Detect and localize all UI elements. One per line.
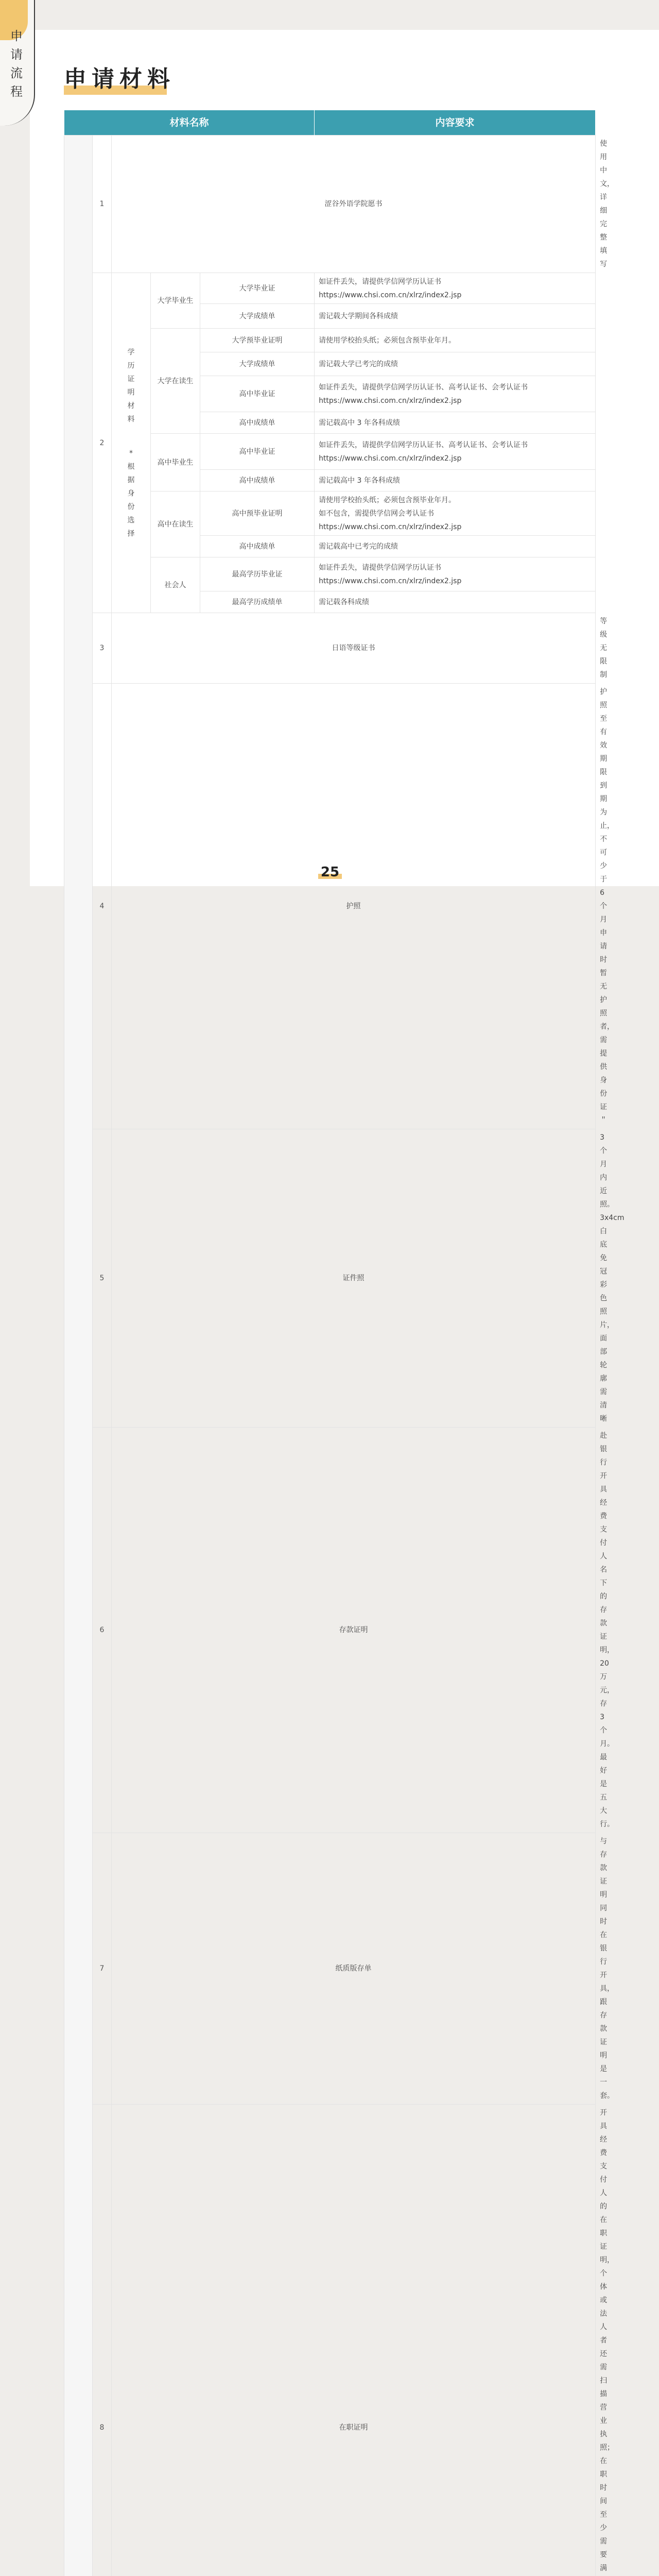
table-row [64, 135, 596, 273]
requirement: 如证件丢失，请提供学信网学历认证书 https://www.chsi.com.cn/xlrz/index2.jsp [315, 557, 596, 591]
row-number: 1 [93, 135, 112, 273]
subgroup-label: 大学毕业生 [151, 273, 200, 329]
requirement: 如证件丢失，请提供学信网学历认证书、高考认证书、会考认证书 https://www.chsi.com.cn/xlrz/index2.jsp [315, 376, 596, 412]
requirement: 请使用学校抬头纸；必须包含预毕业年月。 [315, 329, 596, 352]
heading-block [64, 65, 175, 94]
requirement: 需记载高中已考完的成绩 [315, 536, 596, 557]
material-name: 大学预毕业证明 [200, 329, 315, 352]
page-number-block [316, 863, 344, 881]
table-row: 7 纸质版存单 与存款证明同时在银行开具，跟存款证明是一套。 [64, 1833, 596, 2105]
requirement: 请使用学校抬头纸；必须包含预毕业年月。 如不包含，需提供学信网会考认证书 https://www.chsi.com.cn/xlrz/index2.jsp [315, 492, 596, 536]
material-name: 护照 [112, 684, 596, 1129]
row-number: 5 [93, 1129, 112, 1428]
requirement: 需记载高中 3 年各科成绩 [315, 412, 596, 434]
material-name: 高中毕业证 [200, 434, 315, 470]
requirement: 如证件丢失，请提供学信网学历认证书 https://www.chsi.com.cn/xlrz/index2.jsp [315, 273, 596, 304]
row-number: 3 [93, 613, 112, 684]
header-material-name: 材料名称 [64, 110, 315, 135]
row-number: 8 [93, 2105, 112, 2576]
table-row: 6 存款证明 赴银行开具经费支付人名下的存款证明，20 万元，存 3 个月。 最好是五大行。 [64, 1428, 596, 1833]
requirement: 需记载大学期间各科成绩 [315, 304, 596, 329]
requirement: 如证件丢失，请提供学信网学历认证书、高考认证书、会考认证书 https://www.chsi.com.cn/xlrz/index2.jsp [315, 434, 596, 470]
requirement: 需记载各科成绩 [315, 591, 596, 613]
page-number: 25 [316, 863, 344, 881]
material-name: 高中成绩单 [200, 470, 315, 492]
table-row [64, 273, 596, 304]
requirement: 需记载大学已考完的成绩 [315, 352, 596, 376]
material-name: 日语等级证书 [112, 613, 596, 684]
material-name: 高中成绩单 [200, 536, 315, 557]
table-row [64, 613, 596, 684]
material-name: 在职证明 [112, 2105, 596, 2576]
row-number: 7 [93, 1833, 112, 2105]
row-number: 4 [93, 684, 112, 1129]
material-name: 高中毕业证 [200, 376, 315, 412]
table-header-row [64, 110, 596, 135]
material-name: 高中预毕业证明 [200, 492, 315, 536]
table-row: 5 证件照 3 个月内近照。3x4cm 白底免冠彩色照片，面部轮廓需清晰 [64, 1129, 596, 1428]
material-name: 大学成绩单 [200, 352, 315, 376]
header-requirements: 内容要求 [315, 110, 596, 135]
materials-table [64, 110, 596, 2576]
subgroup-label: 高中毕业生 [151, 434, 200, 492]
table-row: 4 护照 6 个月 申请时暂无护照者，需提供身份证＂ [64, 684, 596, 1129]
material-name: 涩谷外语学院愿书 [112, 135, 596, 273]
material-name: 证件照 [112, 1129, 596, 1428]
subgroup-label: 社会人 [151, 557, 200, 613]
material-name: 最高学历成绩单 [200, 591, 315, 613]
group-label: 学历证明材料 *根据身份选择 [112, 273, 151, 613]
table-row: 8 在职证明 开具经费支付人的在职证明，个体或法人者还需扫描营业执照； 在职时间至少需要满 [64, 2105, 596, 2576]
row-number: 2 [93, 273, 112, 613]
applicant-label [64, 135, 93, 2576]
row-number: 6 [93, 1428, 112, 1833]
subgroup-label: 大学在读生 [151, 329, 200, 434]
section-side-tab[interactable] [0, 0, 35, 126]
material-name: 大学毕业证 [200, 273, 315, 304]
requirement: 需记载高中 3 年各科成绩 [315, 470, 596, 492]
material-name: 大学成绩单 [200, 304, 315, 329]
subgroup-label: 高中在读生 [151, 492, 200, 557]
material-name: 存款证明 [112, 1428, 596, 1833]
side-tab-label: 申请流程 [8, 27, 25, 101]
page-title: 申请材料 [64, 65, 175, 94]
material-name: 纸质版存单 [112, 1833, 596, 2105]
material-name: 高中成绩单 [200, 412, 315, 434]
material-name: 最高学历毕业证 [200, 557, 315, 591]
